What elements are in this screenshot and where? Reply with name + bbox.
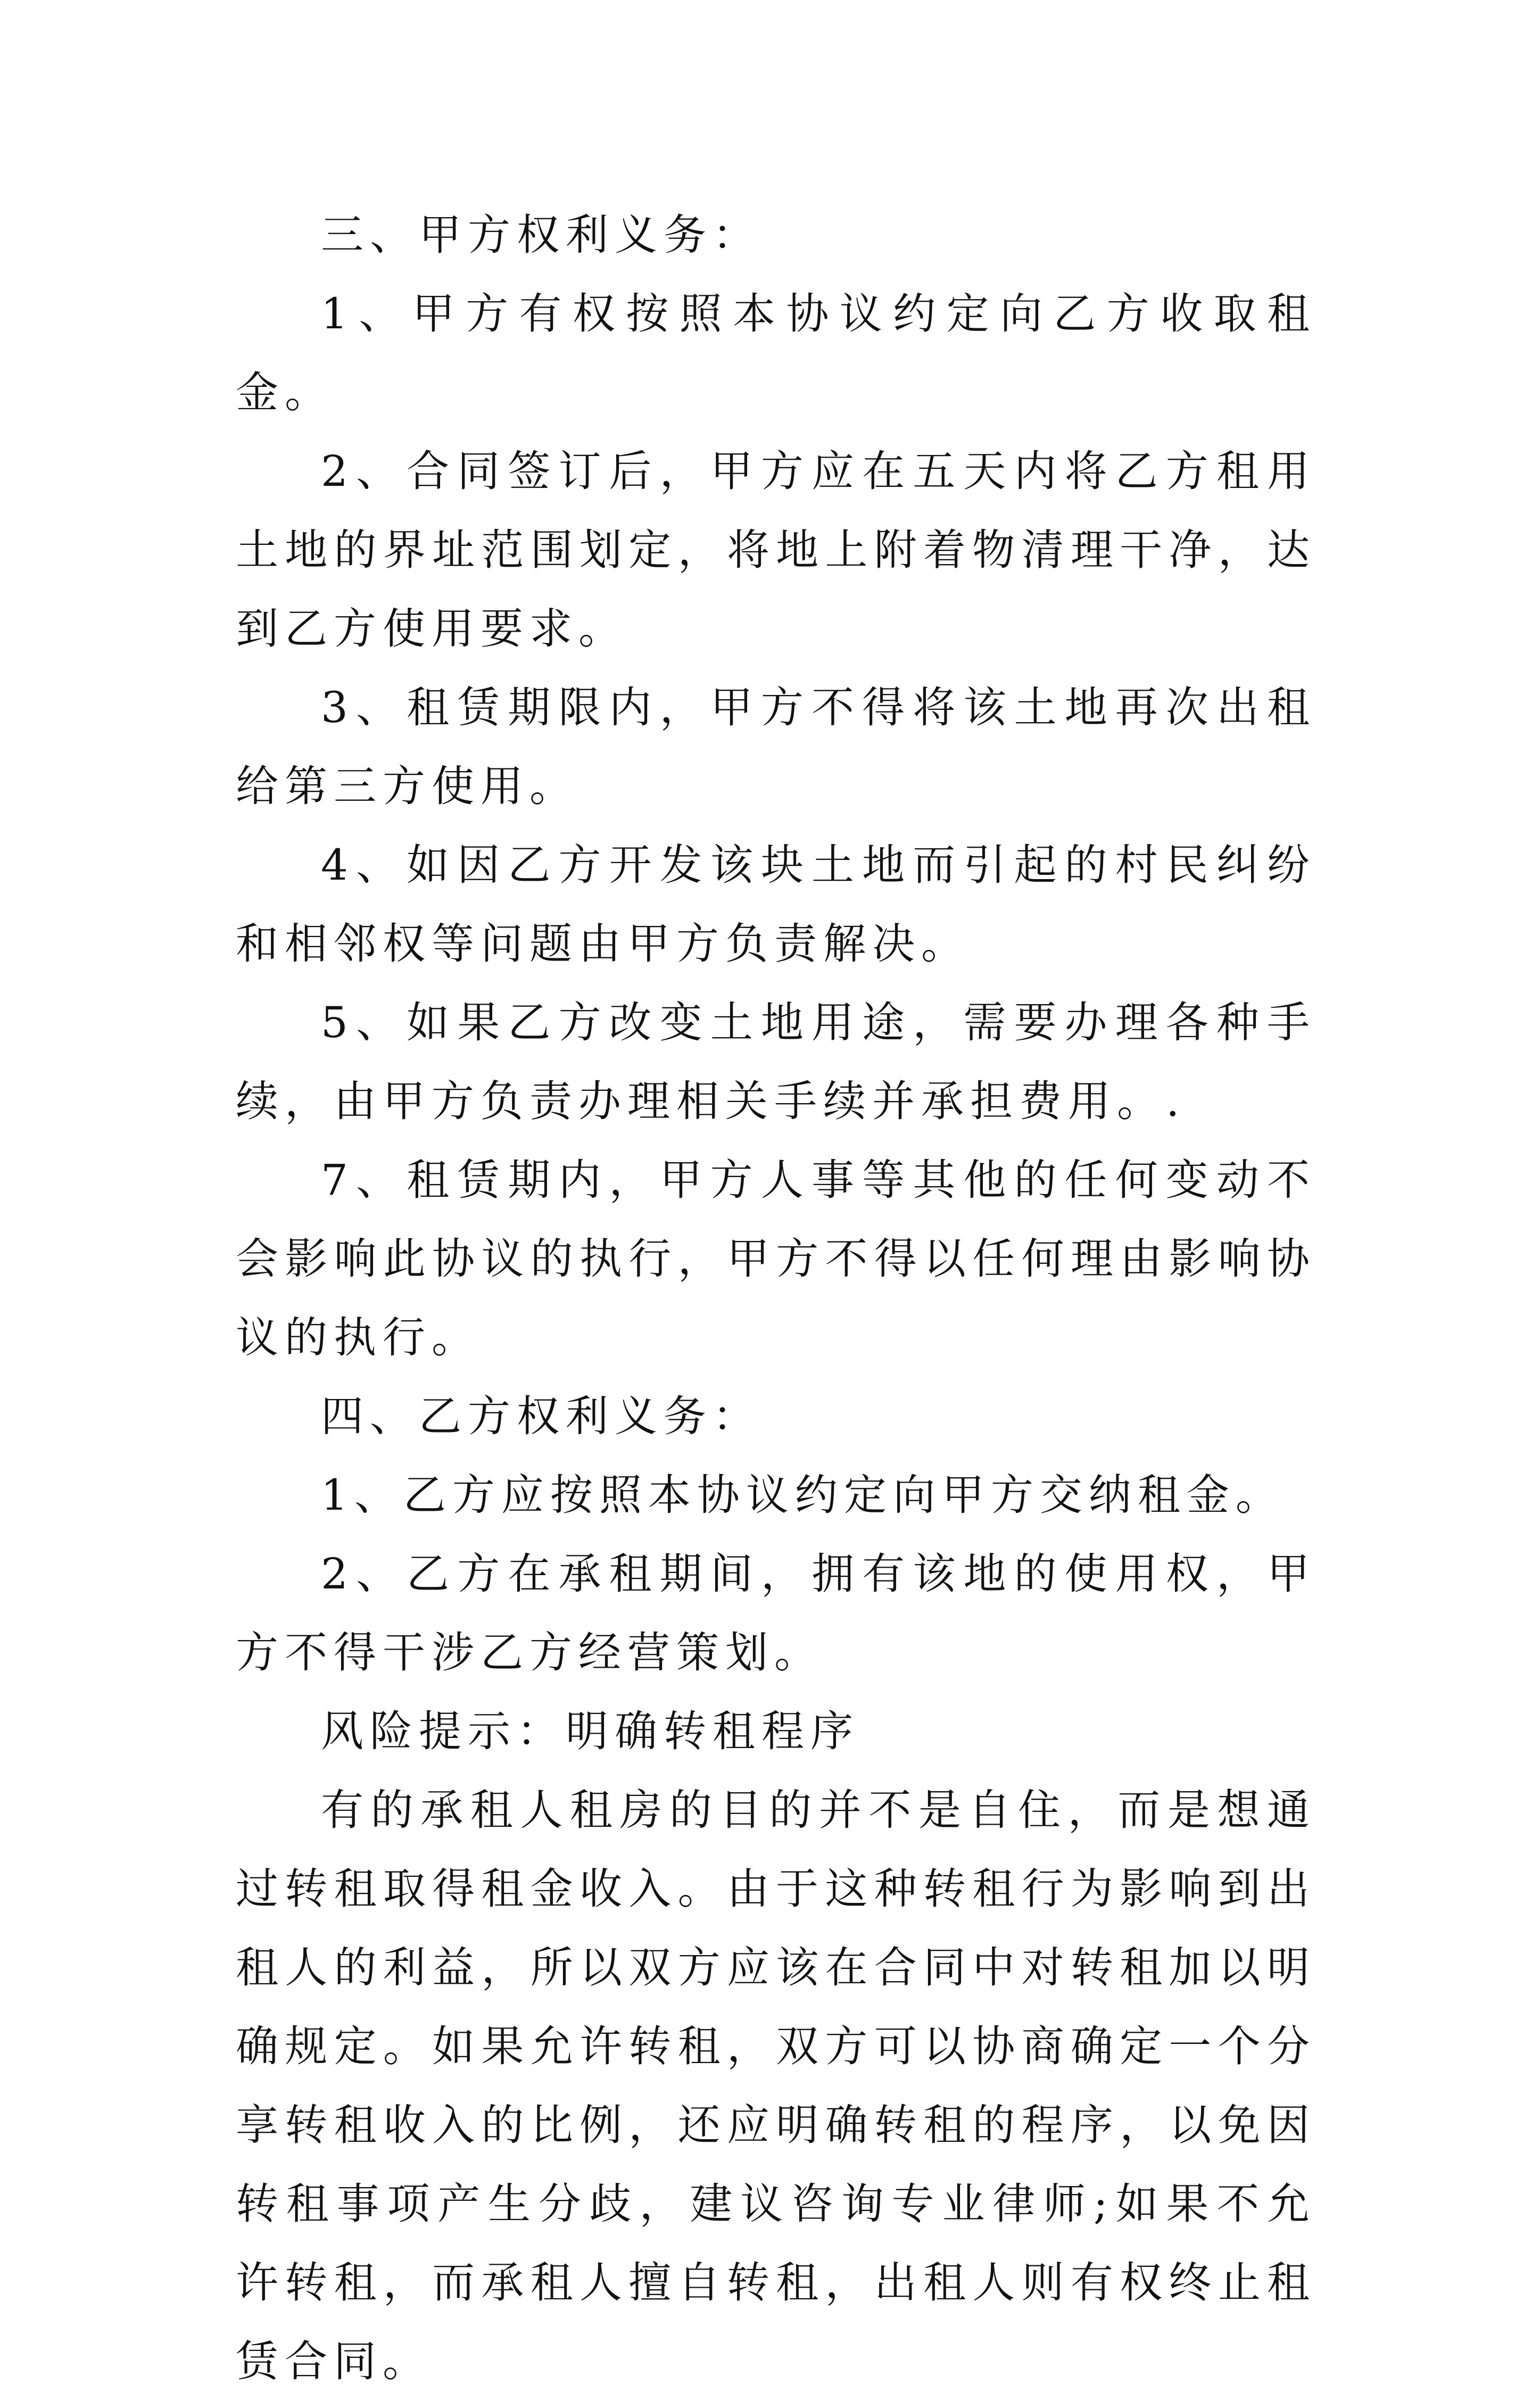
section-heading-party-a: 三、甲方权利义务： <box>321 210 761 260</box>
risk-tip-heading: 风险提示：明确转租程序 <box>321 1707 859 1756</box>
clause-paragraph: 7、租赁期内，甲方人事等其他的任何变动不会影响此协议的执行，甲方不得以任何理由影响协议的执行。 <box>236 1155 1316 1362</box>
clause-paragraph: 4、如因乙方开发该块土地而引起的村民纠纷和相邻权等问题由甲方负责解决。 <box>236 840 1316 968</box>
clause-paragraph: 1、乙方应按照本协议约定向甲方交纳租金。 <box>321 1470 1285 1520</box>
section-heading-party-b: 四、乙方权利义务： <box>321 1392 761 1441</box>
clause-paragraph: 5、如果乙方改变土地用途，需要办理各种手续，由甲方负责办理相关手续并承担费用。. <box>236 998 1316 1126</box>
document-body <box>236 196 1316 2401</box>
clause-paragraph: 1、甲方有权按照本协议约定向乙方收取租金。 <box>236 289 1316 417</box>
risk-tip-paragraph: 有的承租人租房的目的并不是自住，而是想通过转租取得租金收入。由于这种转租行为影响到出租人的利益，所以双方应该在合同中对转租加以明确规定。如果允许转租，双方可以协商确定一个分享转租收入的比例，还应明确转租的程序，以免因转租事项产生分歧，建议咨询专业律师;如果不允许转租，而承租人擅自转租，出租人则有权终止租赁合同。 <box>236 1785 1316 2386</box>
clause-paragraph: 2、合同签订后，甲方应在五天内将乙方租用土地的界址范围划定，将地上附着物清理干净，达到乙方使用要求。 <box>236 446 1316 653</box>
clause-paragraph: 3、租赁期限内，甲方不得将该土地再次出租给第三方使用。 <box>236 683 1316 811</box>
clause-paragraph: 2、乙方在承租期间，拥有该地的使用权，甲方不得干涉乙方经营策划。 <box>236 1549 1316 1677</box>
